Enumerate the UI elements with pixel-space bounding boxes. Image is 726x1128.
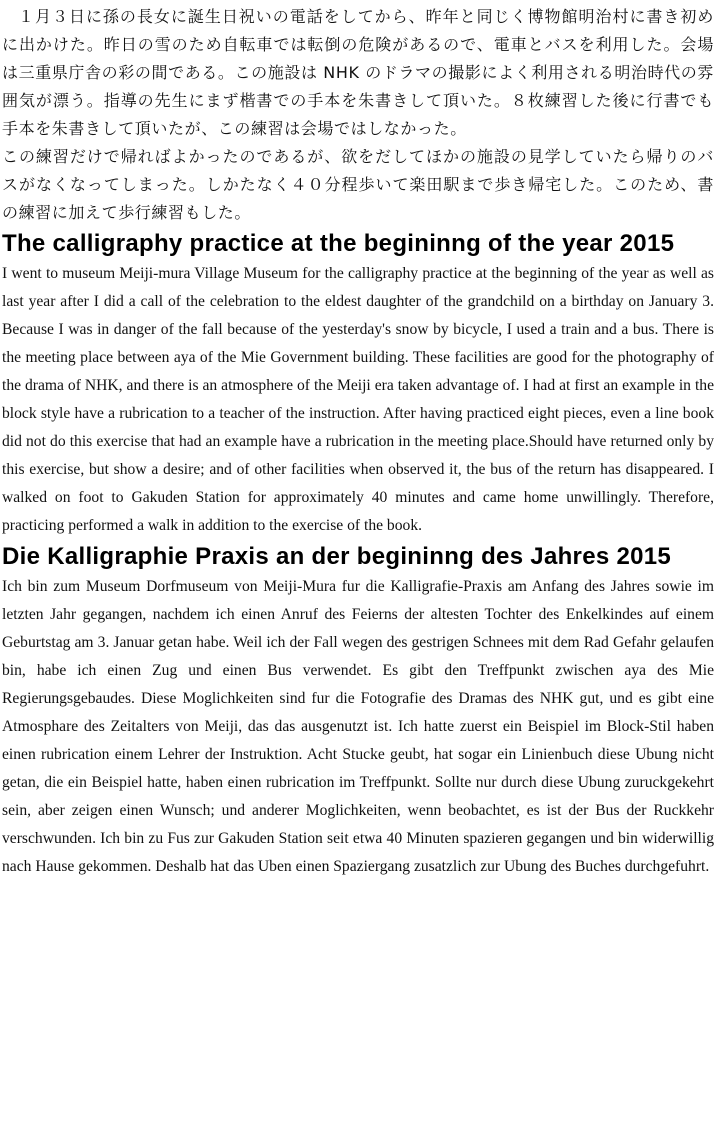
- german-body: Ich bin zum Museum Dorfmuseum von Meiji-Mura fur die Kalligrafie-Praxis am Anfang des Jahres sowie im letzten Jahr gegangen, nachdem ich einen Anruf des Feierns der altesten Tochter des Enkelkindes auf einem Geburtstag am 3. Januar getan habe. Weil ich der Fall wegen des gestrigen Schnees mit dem Rad Gefahr gelaufen bin, habe ich einen Zug und einen Bus verwendet. Es gibt den Treffpunkt zwischen aya des Mie Regierungsgebaudes. Diese Moglichkeiten sind fur die Fotografie des Dramas des NHK gut, und es gibt eine Atmosphare des Zeitalters von Meiji, das das ausgenutzt ist. Ich hatte zuerst ein Beispiel im Block-Stil haben einen rubrication einem Lehrer der Instruktion. Acht Stucke geubt, hat sogar ein Linienbuch diese Ubung nicht getan, die ein Beispiel hatte, haben einen rubrication im Treffpunkt. Sollte nur durch diese Ubung zuruckgekehrt sein, aber zeigen einen Wunsch; und anderer Moglichkeiten, wenn beobachtet, es ist der Bus der Ruckkehr verschwunden. Ich bin zu Fus zur Gakuden Station seit etwa 40 Minuten spazieren gegangen und bin widerwillig nach Hause gekommen. Deshalb hat das Uben einen Spaziergang zusatzlich zur Ubung des Buches durchgefuhrt.: [2, 578, 714, 875]
- japanese-paragraph-2: この練習だけで帰ればよかったのであるが、欲をだしてほかの施設の見学していたら帰りのバスがなくなってしまった。しかたなく４０分程歩いて楽田駅まで歩き帰宅した。このため、書の練習に加えて歩行練習もした。: [2, 147, 714, 222]
- japanese-paragraph-1: １月３日に孫の長女に誕生日祝いの電話をしてから、昨年と同じく博物館明治村に書き初めに出かけた。昨日の雪のため自転車では転倒の危険があるので、電車とバスを利用した。会場は三重県庁舎の彩の間である。この施設は NHK のドラマの撮影によく利用される明治時代の雰囲気が漂う。指導の先生にまず楷書での手本を朱書きして頂いた。８枚練習した後に行書でも手本を朱書きして頂いたが、この練習は会場ではしなかった。: [2, 7, 714, 138]
- german-title: Die Kalligraphie Praxis an der begininng des Jahres 2015: [2, 543, 672, 570]
- article: [0, 3, 714, 881]
- english-body: I went to museum Meiji-mura Village Museum for the calligraphy practice at the beginning of the year as well as last year after I did a call of the celebration to the eldest daughter of the grandchild on a birthday on January 3. Because I was in danger of the fall because of the yesterday's snow by bicycle, I used a train and a bus. There is the meeting place between aya of the Mie Government building. These facilities are good for the photography of the drama of NHK, and there is an atmosphere of the Meiji era taken advantage of. I had at first an example in the block style have a rubrication to a teacher of the instruction. After having practiced eight pieces, even a line book did not do this exercise that had an example have a rubrication in the meeting place.Should have returned only by this exercise, but show a desire; and of other facilities when observed it, the bus of the return has disappeared. I walked on foot to Gakuden Station for approximately 40 minutes and came home unwillingly. Therefore, practicing performed a walk in addition to the exercise of the book.: [2, 265, 714, 534]
- english-title: The calligraphy practice at the begininng of the year 2015: [2, 230, 675, 257]
